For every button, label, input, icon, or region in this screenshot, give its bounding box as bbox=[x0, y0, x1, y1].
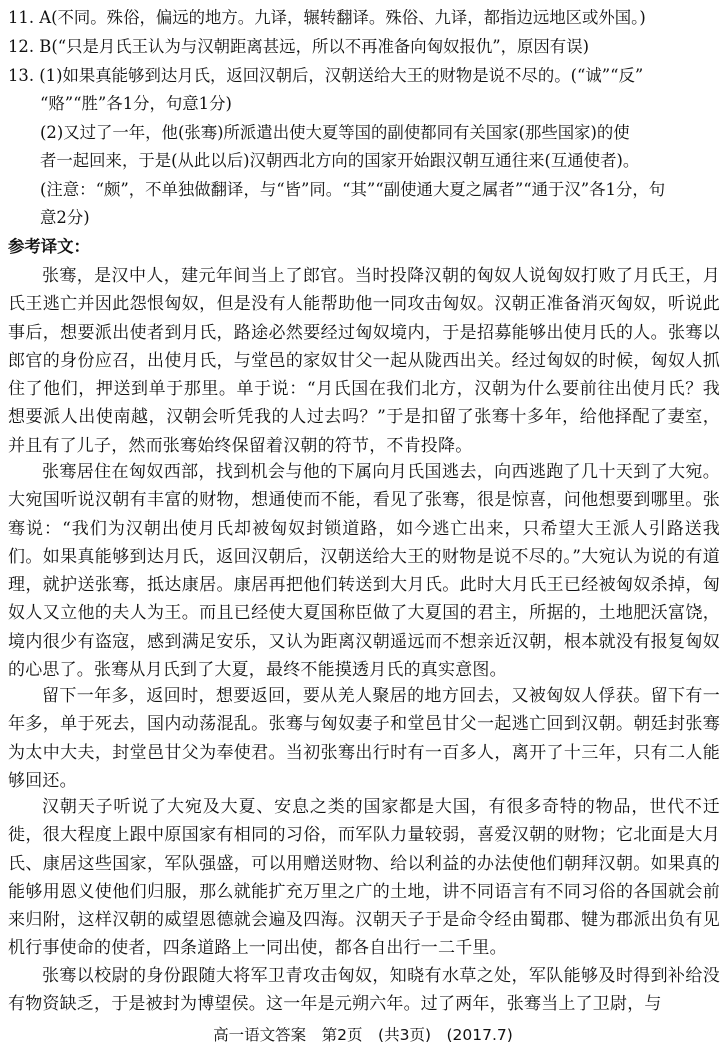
answer-13-1-line-1: 13. (1)如果真能够到达月氏，返回汉朝后，汉朝送给大王的财物是说不尽的。(“诚”“反” bbox=[8, 66, 644, 85]
translation-paragraph-4: 汉朝天子听说了大宛及大夏、安息之类的国家都是大国，有很多奇特的物品，世代不迁徙，很大程度上跟中原国家有相同的习俗，而军队力量较弱，喜爱汉朝的财物；它北面是大月氏、康居这些国家，军队强盛，可以用赠送财物、给以利益的办法使他们朝拜汉朝。如果真的能够用恩义使他们归服，那么就能扩充万里之广的土地，讲不同语言有不同习俗的各国就会前来归附，这样汉朝的威望恩德就会遍及四海。汉朝天子于是命令经由蜀郡、犍为郡派出负有见机行事使命的使者，四条道路上一同出使，都各自出行一二千里。 bbox=[8, 797, 720, 959]
answer-13-2-line-3: (注意：“颇”，不单独做翻译，与“皆”同。“其”“副使通大夏之属者”“通于汉”各1分，句 bbox=[40, 180, 666, 199]
translation-heading: 参考译文： bbox=[8, 237, 90, 256]
answer-13-1-line-2: “赂”“胜”各1分，句意1分) bbox=[40, 94, 232, 113]
translation-paragraph-2: 张骞居住在匈奴西部，找到机会与他的下属向月氏国逃去，向西逃跑了几十天到了大宛。大宛国听说汉朝有丰富的财物，想通使而不能，看见了张骞，很是惊喜，问他想要到哪里。张骞说：“我们为汉朝出使月氏却被匈奴封锁道路，如今逃亡出来，只希望大王派人引路送我们。如果真能够到达月氏，返回汉朝后，汉朝送给大王的财物是说不尽的。”大宛认为说的有道理，就护送张骞，抵达康居。康居再把他们转送到大月氏。此时大月氏王已经被匈奴杀掉，匈奴人又立他的夫人为王。而且已经使大夏国称臣做了大夏国的君主，所据的，土地肥沃富饶，境内很少有盗寇，感到满足安乐，又认为距离汉朝遥远而不想亲近汉朝，根本就没有报复匈奴的心思了。张骞从月氏到了大夏，最终不能摸透月氏的真实意图。 bbox=[8, 462, 720, 681]
page-footer: 高一语文答案 第2页 (共3页) (2017.7) bbox=[213, 1026, 513, 1044]
answer-13-2-line-4: 意2分) bbox=[40, 208, 90, 227]
answer-11: 11. A(不同。殊俗，偏远的地方。九译，辗转翻译。殊俗、九译，都指边远地区或外国。) bbox=[8, 8, 646, 27]
answer-13-2-line-1: (2)又过了一年，他(张骞)所派遣出使大夏等国的副使都同有关国家(那些国家)的使 bbox=[40, 123, 630, 142]
translation-paragraph-1: 张骞，是汉中人，建元年间当上了郎官。当时投降汉朝的匈奴人说匈奴打败了月氏王，月氏王逃亡并因此怨恨匈奴，但是没有人能帮助他一同攻击匈奴。汉朝正准备消灭匈奴，听说此事后，想要派出使者到月氏，路途必然要经过匈奴境内，于是招募能够出使月氏的人。张骞以郎官的身份应召，出使月氏，与堂邑的家奴甘父一起从陇西出关。经过匈奴的时候，匈奴人抓住了他们，押送到单于那里。单于说：“月氏国在我们北方，汉朝为什么要前往出使月氏？我想要派人出使南越，汉朝会听凭我的人过去吗？”于是扣留了张骞十多年，给他择配了妻室，并且有了儿子，然而张骞始终保留着汉朝的符节，不肯投降。 bbox=[8, 266, 720, 456]
answer-12: 12. B(“只是月氏王认为与汉朝距离甚远，所以不再准备向匈奴报仇”，原因有误) bbox=[8, 37, 589, 56]
translation-paragraph-3: 留下一年多，返回时，想要返回，要从羌人聚居的地方回去，又被匈奴人俘获。留下有一年多，单于死去，国内动荡混乱。张骞与匈奴妻子和堂邑甘父一起逃亡回到汉朝。朝廷封张骞为太中大夫，封堂邑甘父为奉使君。当初张骞出行时有一百多人，离开了十三年，只有二人能够回还。 bbox=[8, 686, 720, 791]
translation-paragraph-5: 张骞以校尉的身份跟随大将军卫青攻击匈奴，知晓有水草之处，军队能够及时得到补给没有物资缺乏，于是被封为博望侯。这一年是元朔六年。过了两年，张骞当上了卫尉，与 bbox=[8, 966, 720, 1015]
answer-13-2-line-2: 者一起回来，于是(从此以后)汉朝西北方向的国家开始跟汉朝互通往来(互通使者)。 bbox=[40, 151, 640, 170]
